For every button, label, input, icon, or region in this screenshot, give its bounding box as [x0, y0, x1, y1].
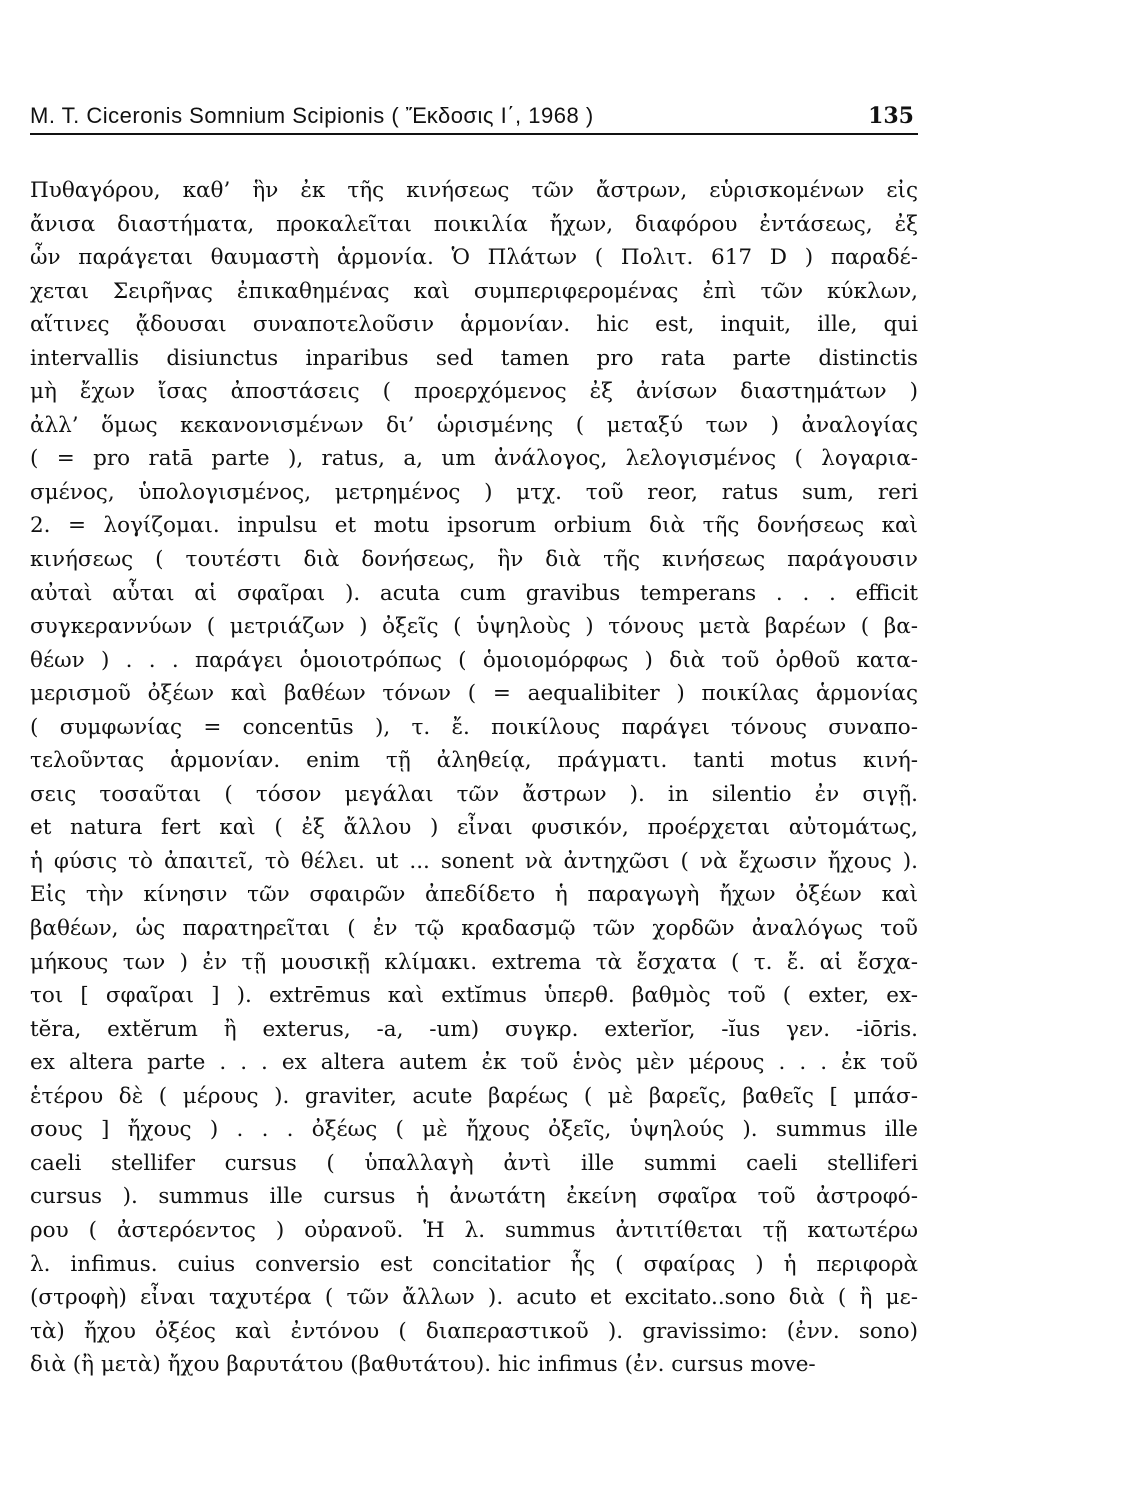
text-line: ἑτέρου δὲ ( μέρους ). graviter, acute βαρέως ( μὲ βαρεῖς, βαθεῖς [ μπάσ- [30, 1083, 918, 1109]
text-line: βαθέων, ὡς παρατηρεῖται ( ἐν τῷ κραδασμῷ τῶν χορδῶν ἀναλόγως τοῦ [30, 916, 918, 942]
text-line: μερισμοῦ ὀξέων καὶ βαθέων τόνων ( = aequalibiter ) ποικίλας ἁρμονίας [30, 681, 918, 707]
text-line: ὧν παράγεται θαυμαστὴ ἁρμονία. Ὁ Πλάτων ( Πολιτ. 617 D ) παραδέ- [30, 245, 918, 271]
text-line: χεται Σειρῆνας ἐπικαθημένας καὶ συμπεριφερομένας ἐπὶ τῶν κύκλων, [30, 278, 918, 304]
text-line: τοι [ σφαῖραι ] ). extrēmus καὶ extĭmus ὑπερθ. βαθμὸς τοῦ ( exter, ex- [30, 983, 918, 1009]
text-line: (στροφὴ) εἶναι ταχυτέρα ( τῶν ἄλλων ). acuto et excitato..sono διὰ ( ἢ με- [30, 1285, 918, 1311]
text-line: ἀλλ’ ὅμως κεκανονισμένων δι’ ὡρισμένης ( μεταξύ των ) ἀναλογίας [30, 412, 918, 438]
text-line: μὴ ἔχων ἴσας ἀποστάσεις ( προερχόμενος ἐξ ἀνίσων διαστημάτων ) [30, 379, 918, 405]
text-line: κινήσεως ( τουτέστι διὰ δονήσεως, ἣν διὰ τῆς κινήσεως παράγουσιν [30, 547, 918, 573]
text-line: θέων ) . . . παράγει ὁμοιοτρόπως ( ὁμοιομόρφως ) διὰ τοῦ ὀρθοῦ κατα- [30, 647, 918, 673]
text-line: αἵτινες ᾄδουσαι συναποτελοῦσιν ἁρμονίαν. hic est, inquit, ille, qui [30, 312, 918, 338]
text-line: σους ] ἤχους ) . . . ὀξέως ( μὲ ἤχους ὀξεῖς, ὑψηλούς ). summus ille [30, 1117, 918, 1143]
text-line: συγκεραννύων ( μετριάζων ) ὀξεῖς ( ὑψηλοὺς ) τόνους μετὰ βαρέων ( βα- [30, 614, 918, 640]
text-line: ἡ φύσις τὸ ἀπαιτεῖ, τὸ θέλει. ut ... sonent νὰ ἀντηχῶσι ( νὰ ἔχωσιν ἤχους ). [30, 848, 918, 874]
text-line: tĕra, extĕrum ἢ exterus, -a, -um) συγκρ. exterĭor, -ĭus γεν. -iōris. [30, 1016, 918, 1042]
text-line: σμένος, ὑπολογισμένος, μετρημένος ) μτχ. τοῦ reor, ratus sum, reri [30, 479, 918, 505]
text-line: Εἰς τὴν κίνησιν τῶν σφαιρῶν ἀπεδίδετο ἡ παραγωγὴ ἤχων ὀξέων καὶ [30, 882, 918, 908]
text-line: μήκους των ) ἐν τῇ μουσικῇ κλίμακι. extrema τὰ ἔσχατα ( τ. ἔ. αἱ ἔσχα- [30, 949, 918, 975]
text-line: cursus ). summus ille cursus ἡ ἀνωτάτη ἐκείνη σφαῖρα τοῦ ἀστροφό- [30, 1184, 918, 1210]
text-line: λ. infimus. cuius conversio est concitatior ἧς ( σφαίρας ) ἡ περιφορὰ [30, 1251, 918, 1277]
text-line: ἄνισα διαστήματα, προκαλεῖται ποικιλία ἤχων, διαφόρου ἐντάσεως, ἐξ [30, 211, 918, 237]
text-line: ( συμφωνίας = concentūs ), τ. ἔ. ποικίλους παράγει τόνους συναπο- [30, 714, 918, 740]
text-line: 2. = λογίζομαι. inpulsu et motu ipsorum orbium διὰ τῆς δονήσεως καὶ [30, 513, 918, 539]
text-line: σεις τοσαῦται ( τόσον μεγάλαι τῶν ἄστρων ). in silentio ἐν σιγῇ. [30, 781, 918, 807]
text-line: ex altera parte . . . ex altera autem ἐκ τοῦ ἑνὸς μὲν μέρους . . . ἐκ τοῦ [30, 1050, 918, 1076]
running-header [30, 103, 918, 135]
header-title: M. T. Ciceronis Somnium Scipionis ( Ἔκδοσις Ι΄, 1968 ) [30, 103, 594, 128]
text-line: caeli stellifer cursus ( ὑπαλλαγὴ ἀντὶ ille summi caeli stelliferi [30, 1150, 918, 1176]
text-line: τὰ) ἤχου ὀξέος καὶ ἐντόνου ( διαπεραστικοῦ ). gravissimo: (ἐνν. sono) [30, 1318, 918, 1344]
text-line: αὐταὶ αὗται αἱ σφαῖραι ). acuta cum gravibus temperans . . . efficit [30, 580, 918, 606]
body-text [30, 175, 918, 1383]
text-line: τελοῦντας ἁρμονίαν. enim τῇ ἀληθείᾳ, πράγματι. tanti motus κινή- [30, 748, 918, 774]
page-number: 135 [868, 103, 914, 129]
text-line: διὰ (ἢ μετὰ) ἤχου βαρυτάτου (βαθυτάτου). hic infimus (ἐν. cursus move- [30, 1352, 816, 1378]
text-line: et natura fert καὶ ( ἐξ ἄλλου ) εἶναι φυσικόν, προέρχεται αὐτομάτως, [30, 815, 918, 841]
text-line: intervallis disiunctus inparibus sed tamen pro rata parte distinctis [30, 345, 918, 371]
text-line: ( = pro ratā parte ), ratus, a, um ἀνάλογος, λελογισμένος ( λογαρια- [30, 446, 918, 472]
text-line: Πυθαγόρου, καθ’ ἣν ἐκ τῆς κινήσεως τῶν ἄστρων, εὑρισκομένων εἰς [30, 178, 918, 203]
text-line: ρου ( ἀστερόεντος ) οὐρανοῦ. Ἡ λ. summus ἀντιτίθεται τῇ κατωτέρω [30, 1217, 918, 1243]
